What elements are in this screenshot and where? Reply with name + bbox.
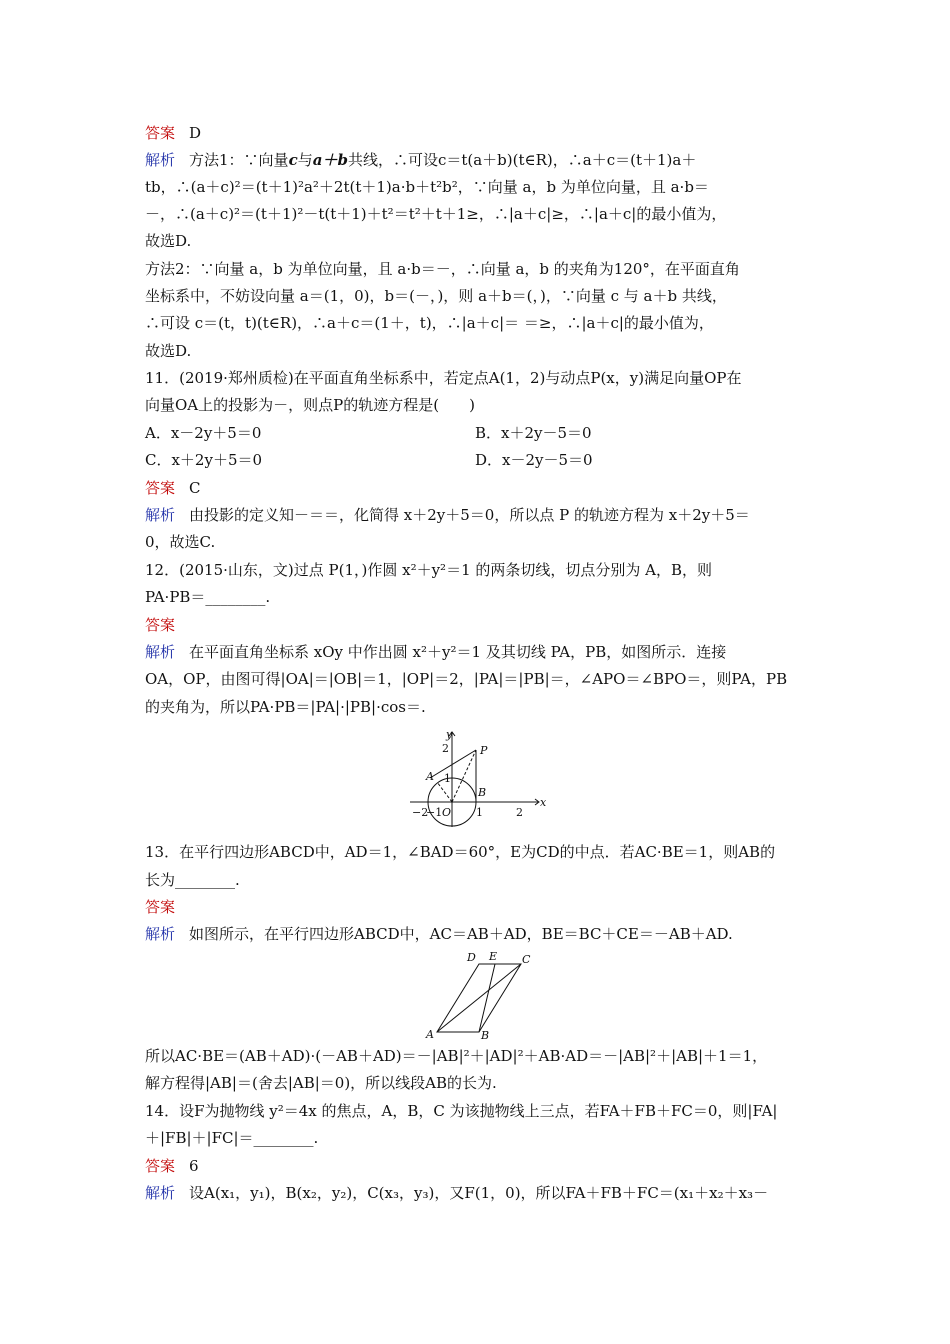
q14-analysis-line-1: 解析 设A(x₁，y₁)，B(x₂，y₂)，C(x₃，y₃)，又F(1，0)，所以FA＋FB＋FC＝(x₁＋x₂＋x₃－: [145, 1184, 769, 1202]
q10-method2-line-2: 坐标系中，不妨设向量 a＝(1，0)，b＝(－，)，则 a＋b＝(，)，∵向量 c 与 a＋b 共线，: [145, 287, 727, 305]
q11-option-a: A．x－2y＋5＝0: [145, 424, 262, 442]
q11-option-c: C．x＋2y＋5＝0: [145, 451, 263, 469]
q10-answer: D: [189, 124, 202, 142]
analysis-label: 解析: [145, 925, 176, 943]
q10-method2-line-3: ∴可设 c＝(t，t)(t∈R)，∴a＋c＝(1＋，t)，∴|a＋c|＝ ＝≥，∴|a＋c|的最小值为，: [145, 314, 714, 332]
q13-analysis-line-1: 解析 如图所示，在平行四边形ABCD中，AC＝AB＋AD，BE＝BC＋CE＝－AB＋AD.: [145, 925, 733, 943]
q10-answer-line: [145, 120, 201, 146]
q13-analysis-line-2: 所以AC·BE＝(AB＋AD)·(－AB＋AD)＝－|AB|²＋|AD|²＋AB·AD＝－|AB|²＋|AB|＋1＝1，: [145, 1047, 768, 1065]
q14-answer-line: [145, 1153, 199, 1179]
answer-label: 答案: [145, 479, 176, 497]
q10-analysis-line-2: tb，∴(a＋c)²＝(t＋1)²a²＋2t(t＋1)a·b＋t²b²，∵向量 a，b 为单位向量，且 a·b＝: [145, 178, 709, 196]
q14-question-line-1: 14．设F为抛物线 y²＝4x 的焦点，A，B，C 为该抛物线上三点，若FA＋FB＋FC＝0，则|FA|: [145, 1102, 778, 1120]
q10-analysis-line-3: －，∴(a＋c)²＝(t＋1)²－t(t＋1)＋t²＝t²＋t＋1≥，∴|a＋c|≥，∴|a＋c|的最小值为，: [145, 205, 727, 223]
segment-be: [479, 964, 495, 1032]
analysis-label: 解析: [145, 643, 176, 661]
fig-label-a: A: [426, 1028, 434, 1040]
q11-options-row-2: [145, 447, 593, 473]
q10-analysis-line-4: 故选D.: [145, 232, 192, 250]
fig-label-1x: 1: [476, 806, 483, 819]
answer-label: 答案: [145, 1157, 176, 1175]
q11-analysis-line-1: 解析 由投影的定义知－＝＝，化简得 x＋2y＋5＝0，所以点 P 的轨迹方程为 x＋2y＋5＝: [145, 506, 750, 524]
fig-label-2: 2: [442, 742, 449, 755]
fig-label-e: E: [489, 950, 498, 963]
q11-analysis-line-2: 0，故选C.: [145, 533, 216, 551]
q11-question-line-2: 向量OA上的投影为－，则点P的轨迹方程是( ): [145, 396, 475, 414]
segment-oa: [437, 782, 452, 802]
q11-answer-line: [145, 475, 201, 501]
q13-parallelogram-figure: [423, 950, 533, 1040]
answer-label: 答案: [145, 898, 176, 916]
q11-question-line-1: 11．(2019·郑州质检)在平面直角坐标系中，若定点A(1，2)与动点P(x，y)满足向量OP在: [145, 369, 742, 387]
q12-analysis-line-3: 的夹角为，所以PA·PB＝|PA|·|PB|·cos＝.: [145, 698, 426, 716]
fig-label-x: x: [540, 796, 547, 809]
fig-label-c: C: [522, 953, 531, 966]
q12-question-line-1: 12．(2015·山东，文)过点 P(1，)作圆 x²＋y²＝1 的两条切线，切点分别为 A，B，则: [145, 561, 713, 579]
q10-method2-line-1: 方法2：∵向量 a，b 为单位向量，且 a·b＝－，∴向量 a，b 的夹角为120°，在平面直角: [145, 260, 740, 278]
q12-question-line-2: PA·PB＝________.: [145, 588, 271, 606]
fig-label-b: B: [481, 1029, 490, 1040]
fig-label-neg2: −2: [412, 806, 429, 819]
fig-label-p: P: [480, 744, 488, 757]
q11-answer: C: [189, 479, 201, 497]
analysis-label: 解析: [145, 1184, 176, 1202]
q13-question-line-1: 13．在平行四边形ABCD中，AD＝1，∠BAD＝60°，E为CD的中点．若AC·BE＝1，则AB的: [145, 843, 776, 861]
q14-answer: 6: [189, 1157, 199, 1175]
q13-analysis-line-3: 解方程得|AB|＝(舍去|AB|＝0)，所以线段AB的长为.: [145, 1074, 497, 1092]
analysis-label: 解析: [145, 151, 176, 169]
fig-label-2x: 2: [516, 806, 523, 819]
q11-option-d: D．x－2y－5＝0: [475, 451, 593, 469]
q11-option-b: B．x＋2y－5＝0: [475, 424, 592, 442]
q10-analysis-line-1: 解析 方法1：∵向量c与a＋b共线，∴可设c＝t(a＋b)(t∈R)，∴a＋c＝(t＋1)a＋: [145, 151, 697, 169]
answer-label: 答案: [145, 124, 176, 142]
fig-label-a: A: [426, 770, 434, 783]
diagonal-ac: [437, 964, 521, 1032]
q12-answer-line: [145, 612, 175, 638]
q13-question-line-2: 长为________.: [145, 871, 240, 889]
answer-label: 答案: [145, 616, 176, 634]
q12-analysis-line-2: OA，OP，由图可得|OA|＝|OB|＝1，|OP|＝2，|PA|＝|PB|＝，∠APO＝∠BPO＝，则PA，PB: [145, 670, 788, 688]
q14-question-line-2: ＋|FB|＋|FC|＝________.: [145, 1129, 319, 1147]
fig-label-neg1: −1: [426, 806, 443, 819]
q12-analysis-line-1: 解析 在平面直角坐标系 xOy 中作出圆 x²＋y²＝1 及其切线 PA，PB，如图所示．连接: [145, 643, 727, 661]
fig-label-1y: 1: [444, 772, 451, 785]
analysis-label: 解析: [145, 506, 176, 524]
q12-circle-tangent-figure: [410, 730, 550, 830]
fig-label-o: O: [442, 806, 452, 819]
fig-label-b: B: [478, 786, 487, 799]
fig-label-d: D: [467, 951, 476, 964]
fig-label-y: y: [446, 730, 453, 741]
q11-options-row-1: [145, 420, 592, 446]
q13-answer-line: [145, 894, 175, 920]
q10-method2-line-4: 故选D.: [145, 342, 192, 360]
